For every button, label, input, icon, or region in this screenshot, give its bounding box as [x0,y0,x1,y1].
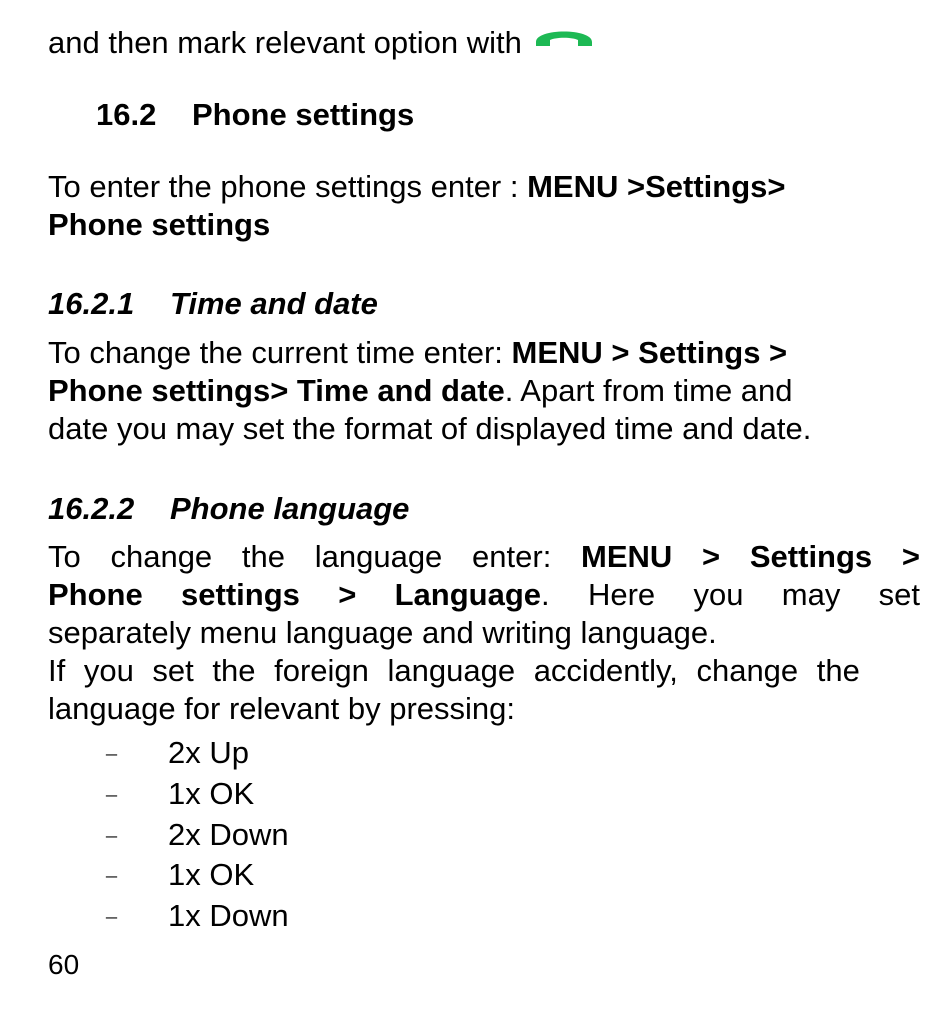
intro-text: and then mark relevant option with [48,25,522,60]
time-date-l1-path: MENU > Settings > [511,335,788,370]
language-l2-path: Phone settings > Language [48,577,542,612]
subsection-heading-time-date [48,285,378,323]
time-date-l1-prefix: To change the current time enter: [48,335,512,370]
section-p1-path-2: Phone settings [48,207,271,242]
subsection-title: Time and date [170,286,378,321]
list-item [48,896,289,937]
dash-bullet: – [106,740,117,765]
section-heading [96,96,414,134]
time-date-l2-path: Phone settings> Time and date [48,373,505,408]
dash-bullet: – [106,821,117,847]
step-text: 2x Down [168,816,289,852]
language-l4: If you set the foreign language accidently, change the [48,653,860,688]
list-item [48,774,289,815]
language-l5: language for relevant by pressing: [48,691,516,726]
dash-bullet: – [106,903,117,929]
section-p1-path-1: MENU >Settings> [527,169,786,204]
language-paragraph [48,538,920,728]
time-date-l3: date you may set the format of displayed time and date. [48,411,812,446]
list-item [48,733,289,774]
time-date-l2-rest: . Apart from time and [504,373,793,408]
subsection-number: 16.2.1 [48,286,135,321]
language-l1-prefix: To change the language enter: [48,539,582,574]
subsection-title: Phone language [170,491,410,526]
section-number: 16.2 [96,97,157,132]
time-date-paragraph [48,334,920,448]
language-l3: separately menu language and writing language. [48,615,717,650]
language-l1-path: MENU > Settings > [581,539,921,574]
step-text: 1x OK [168,857,255,893]
intro-line [48,24,596,62]
language-l2-rest: . Here you may set [541,577,920,612]
section-p1-prefix: To enter the phone settings enter : [48,169,528,204]
green-phone-handset-icon [532,20,596,50]
step-text: 1x OK [168,775,255,811]
step-text: 2x Up [168,735,249,770]
section-intro-paragraph [48,168,920,244]
key-steps-list [48,733,289,937]
step-text: 1x Down [168,898,289,934]
section-title: Phone settings [192,97,415,132]
list-item [48,815,289,856]
subsection-number: 16.2.2 [48,491,135,526]
dash-bullet: – [106,862,117,888]
list-item [48,855,289,896]
subsection-heading-language [48,490,409,528]
dash-bullet: – [106,780,117,806]
page-number: 60 [48,949,80,980]
